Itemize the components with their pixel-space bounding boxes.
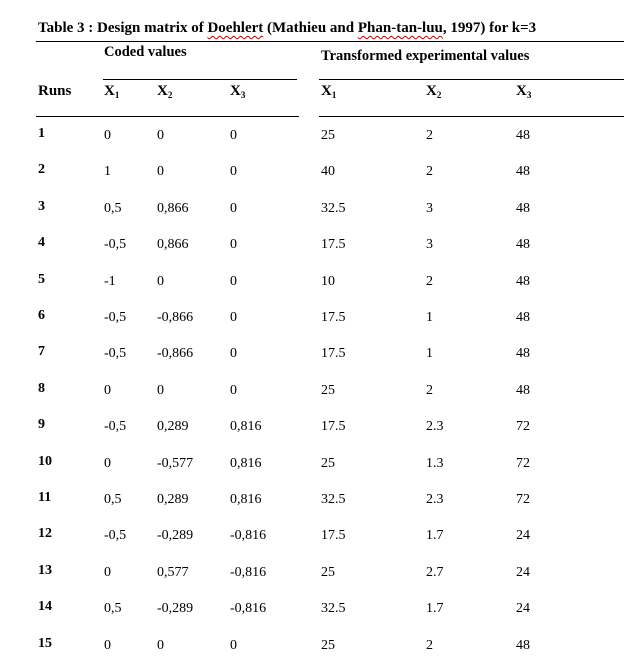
transformed-x2-cell: 1.7 — [426, 601, 444, 617]
run-number: 13 — [38, 562, 52, 578]
run-number: 11 — [38, 490, 52, 505]
coded-values-header: Coded values — [104, 44, 187, 60]
table-caption — [38, 20, 536, 37]
coded-x1-cell: 0 — [104, 564, 111, 580]
transformed-x3-cell: 48 — [516, 310, 530, 325]
header-bottom-rule-left — [36, 116, 299, 117]
coded-x2-cell: 0 — [157, 382, 164, 398]
transformed-x1-cell: 25 — [321, 382, 335, 398]
coded-group-rule — [103, 79, 297, 80]
transformed-x1-cell: 25 — [321, 637, 335, 653]
transformed-x2-cell: 2 — [426, 273, 433, 289]
transformed-x1-cell: 25 — [321, 455, 335, 471]
coded-x3-cell: -0,816 — [230, 564, 267, 580]
coded-x3-cell: 0 — [230, 164, 237, 180]
transformed-x2-cell: 2 — [426, 382, 433, 398]
transformed-x1-cell: 25 — [321, 564, 335, 580]
caption-author-doehlert: Doehlert — [207, 20, 264, 36]
coded-x2-cell: 0 — [157, 164, 164, 180]
transformed-x3-cell: 48 — [516, 273, 530, 289]
transformed-x1-cell: 32.5 — [321, 492, 346, 507]
transformed-x2-cell: 2 — [426, 164, 433, 180]
transformed-x3-header: $X_3$ — [516, 83, 532, 100]
run-number: 4 — [38, 235, 45, 251]
coded-x2-cell: 0,866 — [157, 237, 189, 253]
caption-middle: (Mathieu and — [263, 20, 358, 36]
transformed-group-rule — [319, 79, 624, 80]
run-number: 9 — [38, 417, 45, 433]
transformed-x2-cell: 2.7 — [426, 564, 444, 580]
runs-column-header: Runs — [38, 83, 72, 99]
transformed-x2-cell: 3 — [426, 237, 433, 253]
transformed-x3-cell: 48 — [516, 237, 530, 253]
coded-x2-cell: -0,866 — [157, 310, 194, 325]
transformed-x1-cell: 17.5 — [321, 419, 346, 435]
transformed-x3-cell: 48 — [516, 637, 530, 653]
run-number: 14 — [38, 599, 52, 615]
transformed-x2-header: $X_2$ — [426, 83, 442, 100]
run-number: 8 — [38, 380, 45, 396]
coded-x3-header: $X_3$ — [230, 83, 246, 100]
transformed-x3-cell: 24 — [516, 528, 530, 544]
coded-x1-cell: 1 — [104, 164, 111, 180]
coded-x1-cell: -0,5 — [104, 528, 127, 544]
transformed-x3-cell: 48 — [516, 346, 530, 362]
transformed-x3-cell: 72 — [516, 492, 530, 507]
transformed-x3-cell: 24 — [516, 601, 530, 617]
run-number: 12 — [38, 526, 52, 542]
caption-prefix: Table 3 : Design matrix of — [38, 20, 208, 36]
coded-x3-cell: -0,816 — [230, 528, 267, 544]
transformed-x1-cell: 40 — [321, 164, 335, 180]
header-bottom-rule-right — [319, 116, 624, 117]
coded-x1-header: $X_1$ — [104, 83, 120, 100]
coded-x2-cell: 0,289 — [157, 492, 189, 507]
transformed-x3-cell: 48 — [516, 382, 530, 398]
run-number: 3 — [38, 198, 45, 214]
run-number: 6 — [38, 308, 45, 323]
transformed-x2-cell: 1 — [426, 310, 433, 325]
coded-x3-cell: 0,816 — [230, 492, 262, 507]
coded-x1-cell: -0,5 — [104, 237, 127, 253]
transformed-x3-cell: 24 — [516, 564, 530, 580]
transformed-x1-cell: 25 — [321, 128, 335, 143]
transformed-x3-cell: 72 — [516, 455, 530, 471]
coded-x2-cell: -0,289 — [157, 601, 194, 617]
coded-x1-cell: 0,5 — [104, 492, 122, 507]
coded-x2-cell: 0 — [157, 273, 164, 289]
coded-x1-cell: -0,5 — [104, 419, 127, 435]
coded-x2-cell: 0,866 — [157, 200, 189, 216]
coded-x1-cell: -1 — [104, 273, 116, 289]
coded-x1-cell: 0 — [104, 128, 111, 143]
coded-x2-cell: -0,866 — [157, 346, 194, 362]
top-rule — [36, 41, 624, 42]
transformed-x1-cell: 17.5 — [321, 346, 346, 362]
run-number: 10 — [38, 453, 52, 469]
coded-x1-cell: -0,5 — [104, 310, 127, 325]
coded-x1-cell: 0 — [104, 455, 111, 471]
transformed-x1-cell: 32.5 — [321, 601, 346, 617]
coded-x2-cell: -0,289 — [157, 528, 194, 544]
transformed-x1-cell: 32.5 — [321, 200, 346, 216]
coded-x2-cell: 0,289 — [157, 419, 189, 435]
coded-x3-cell: 0 — [230, 237, 237, 253]
coded-x1-cell: 0 — [104, 637, 111, 653]
transformed-x1-cell: 10 — [321, 273, 335, 289]
coded-x3-cell: 0 — [230, 346, 237, 362]
coded-x3-cell: -0,816 — [230, 601, 267, 617]
transformed-x2-cell: 2 — [426, 128, 433, 143]
transformed-x2-cell: 1 — [426, 346, 433, 362]
run-number: 1 — [38, 126, 45, 141]
transformed-x2-cell: 1.3 — [426, 455, 444, 471]
run-number: 5 — [38, 271, 45, 287]
coded-x3-cell: 0 — [230, 310, 237, 325]
coded-x3-cell: 0,816 — [230, 455, 262, 471]
coded-x3-cell: 0 — [230, 382, 237, 398]
caption-author-phan-tan-luu: Phan-tan-luu — [357, 20, 443, 36]
run-number: 7 — [38, 344, 45, 360]
coded-x1-cell: 0,5 — [104, 200, 122, 216]
run-number: 15 — [38, 635, 52, 651]
coded-x2-cell: 0 — [157, 128, 164, 143]
transformed-x3-cell: 72 — [516, 419, 530, 435]
transformed-x1-cell: 17.5 — [321, 310, 346, 325]
transformed-x2-cell: 1.7 — [426, 528, 444, 544]
transformed-x2-cell: 2.3 — [426, 419, 444, 435]
coded-x2-header: $X_2$ — [157, 83, 173, 100]
transformed-values-header: Transformed experimental values — [321, 48, 530, 64]
transformed-x1-cell: 17.5 — [321, 528, 346, 544]
transformed-x2-cell: 2.3 — [426, 492, 444, 507]
coded-x2-cell: 0,577 — [157, 564, 189, 580]
transformed-x2-cell: 3 — [426, 200, 433, 216]
transformed-x3-cell: 48 — [516, 200, 530, 216]
coded-x2-cell: 0 — [157, 637, 164, 653]
transformed-x1-cell: 17.5 — [321, 237, 346, 253]
coded-x3-cell: 0 — [230, 200, 237, 216]
coded-x1-cell: 0 — [104, 382, 111, 398]
coded-x1-cell: -0,5 — [104, 346, 127, 362]
coded-x3-cell: 0,816 — [230, 419, 262, 435]
coded-x1-cell: 0,5 — [104, 601, 122, 617]
coded-x3-cell: 0 — [230, 637, 237, 653]
transformed-x3-cell: 48 — [516, 128, 530, 143]
transformed-x3-cell: 48 — [516, 164, 530, 180]
transformed-x2-cell: 2 — [426, 637, 433, 653]
transformed-x1-header: $X_1$ — [321, 83, 337, 100]
caption-suffix: , 1997) for k=3 — [442, 20, 537, 36]
coded-x3-cell: 0 — [230, 273, 237, 289]
coded-x3-cell: 0 — [230, 128, 237, 143]
coded-x2-cell: -0,577 — [157, 455, 194, 471]
run-number: 2 — [38, 162, 45, 178]
